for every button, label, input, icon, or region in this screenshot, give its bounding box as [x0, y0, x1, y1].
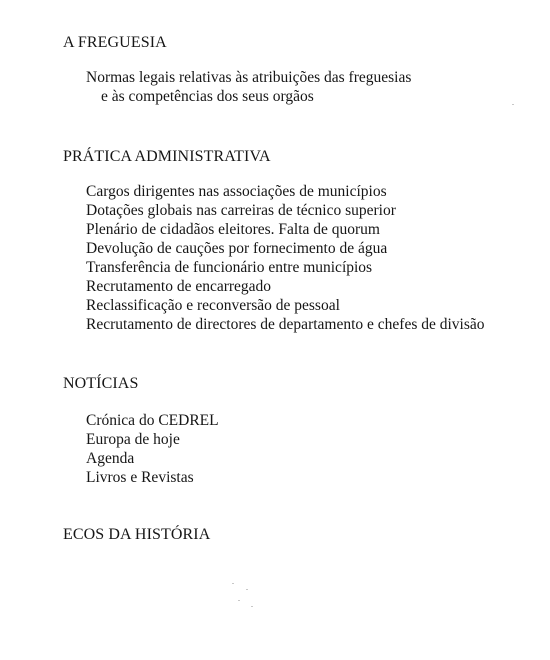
list-item: e às competências dos seus orgãos — [101, 88, 314, 105]
list-item: Plenário de cidadãos eleitores. Falta de quorum — [86, 221, 380, 238]
list-item: Livros e Revistas — [86, 469, 194, 486]
list-item: Devolução de cauções por fornecimento de água — [86, 240, 388, 257]
section-heading: A FREGUESIA — [63, 34, 167, 51]
list-item: Cargos dirigentes nas associações de municípios — [86, 183, 387, 200]
section-heading: NOTÍCIAS — [63, 375, 139, 392]
section-item-list — [86, 68, 411, 106]
list-item: Normas legais relativas às atribuições das freguesias — [86, 69, 412, 86]
list-item: Agenda — [86, 450, 135, 467]
list-item: Transferência de funcionário entre municípios — [86, 259, 373, 276]
section-item-list — [86, 411, 219, 487]
scan-speck — [238, 600, 240, 601]
list-item: Recrutamento de encarregado — [86, 278, 272, 295]
list-item: Recrutamento de directores de departamento e chefes de divisão — [86, 316, 485, 333]
scan-speck — [232, 583, 234, 584]
section-heading: ECOS DA HISTÓRIA — [63, 526, 211, 543]
scan-speck — [246, 589, 248, 590]
section-heading: PRÁTICA ADMINISTRATIVA — [63, 148, 271, 165]
list-item: Reclassificação e reconversão de pessoal — [86, 297, 340, 314]
list-item: Europa de hoje — [86, 431, 180, 448]
scan-speck — [512, 104, 514, 105]
list-item: Dotações globais nas carreiras de técnico superior — [86, 202, 396, 219]
list-item: Crónica do CEDREL — [86, 412, 219, 429]
scan-speck — [251, 606, 253, 607]
section-item-list — [86, 182, 485, 334]
